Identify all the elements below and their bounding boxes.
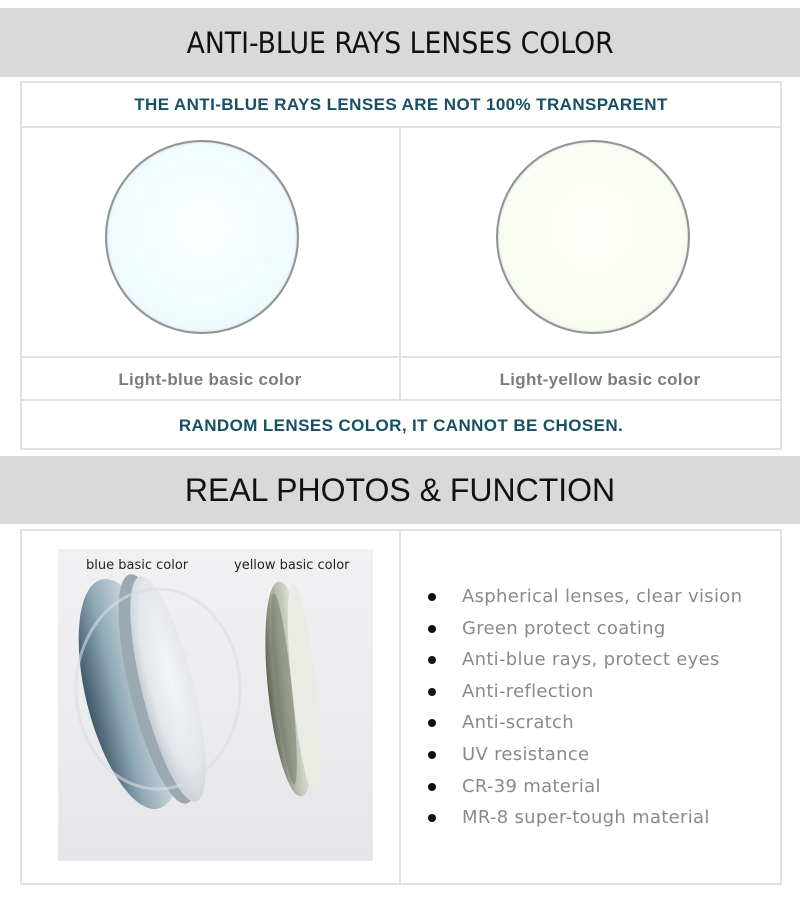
feature-text: UV resistance (462, 743, 590, 765)
list-item (424, 802, 742, 834)
section-banner-photos (0, 456, 800, 524)
feature-text: Aspherical lenses, clear vision (462, 586, 743, 607)
bullet-icon (428, 814, 436, 822)
transparency-notice: THE ANTI-BLUE RAYS LENSES ARE NOT 100% TRANSPARENT (134, 95, 668, 114)
list-item (424, 707, 742, 739)
lens-caption-blue: Light-blue basic color (118, 370, 302, 389)
feature-list (424, 581, 742, 834)
feature-text: MR-8 super-tough material (462, 807, 710, 829)
divider (20, 399, 782, 401)
bullet-icon (428, 625, 436, 633)
list-item (424, 613, 742, 645)
bullet-icon (428, 783, 436, 791)
list-item (424, 771, 742, 803)
divider (20, 126, 782, 128)
light-blue-lens-image (105, 140, 299, 334)
bullet-icon (428, 593, 436, 601)
photo-label-blue: blue basic color (86, 558, 189, 573)
feature-text: Green protect coating (462, 617, 666, 639)
list-item (424, 581, 742, 613)
lens-caption-yellow: Light-yellow basic color (499, 370, 701, 389)
divider (399, 529, 401, 885)
feature-text: Anti-reflection (462, 680, 594, 702)
feature-text: CR-39 material (462, 775, 601, 797)
bullet-icon (428, 719, 436, 727)
feature-text: Anti-scratch (462, 712, 574, 734)
photo-label-yellow: yellow basic color (234, 558, 350, 573)
bullet-icon (428, 751, 436, 759)
feature-text: Anti-blue rays, protect eyes (462, 649, 720, 671)
real-lens-photo (58, 549, 373, 861)
section-title: ANTI-BLUE RAYS LENSES COLOR (186, 25, 614, 60)
bullet-icon (428, 688, 436, 696)
divider (20, 356, 782, 358)
divider (399, 126, 401, 400)
section-title: REAL PHOTOS & FUNCTION (184, 471, 616, 508)
list-item (424, 644, 742, 676)
section-banner-lens-color (0, 8, 800, 77)
list-item (424, 739, 742, 771)
lens-photo-illustration (58, 549, 373, 861)
list-item (424, 676, 742, 708)
random-color-note: RANDOM LENSES COLOR, IT CANNOT BE CHOSEN. (178, 416, 624, 435)
light-yellow-lens-image (496, 140, 690, 334)
bullet-icon (428, 656, 436, 664)
